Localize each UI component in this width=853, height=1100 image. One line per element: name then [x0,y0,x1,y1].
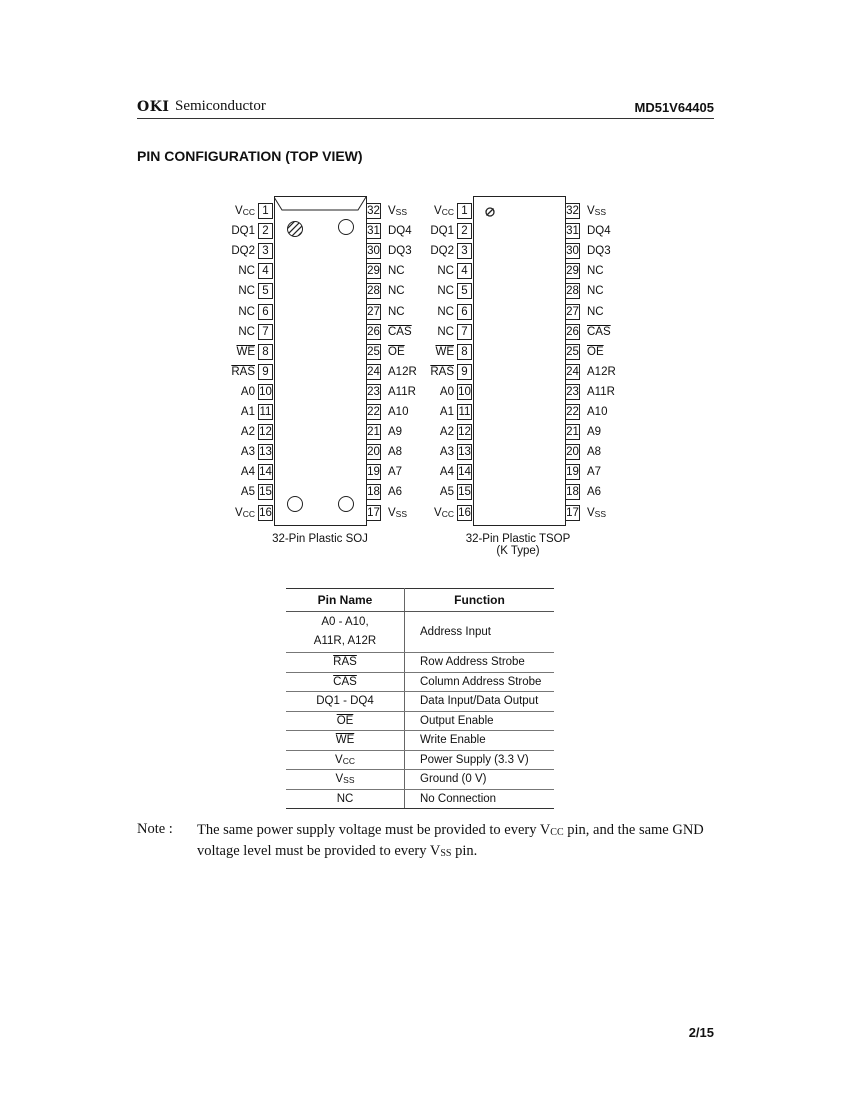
pin-name-cell [286,612,405,653]
pin-name: $\overline{CAS}$ [333,675,357,688]
pin-name: $\overline{OE}$ [587,345,604,358]
pin-number-box: 32 [367,205,380,217]
mold-mark-icon [336,219,356,239]
pin-name-cell [286,731,405,751]
pin-label [215,385,255,399]
pin-name: A4 [439,466,454,479]
pin-label [215,345,255,359]
pin-number-box: 1 [258,203,273,219]
pin-name: V [235,506,243,519]
pin-name-cell [286,711,405,731]
pin-label [587,325,637,339]
pin-name: A11R, A12R [313,635,377,647]
pin-name: A2 [240,426,255,439]
pin-label [414,264,454,278]
function-cell: Output Enable [405,711,555,731]
pin-number-box: 8 [258,344,273,360]
pin-label [215,284,255,298]
table-row [286,672,554,692]
pin-number-box: 16 [458,506,471,519]
pin-number-box: 16 [259,506,272,519]
table-row [286,789,554,809]
pin-number-box: 5 [258,283,273,299]
pin-number-box: 14 [458,466,471,479]
pin-label [215,204,255,219]
pin-name: NC [587,305,604,318]
mold-mark-icon [285,495,305,515]
caption-line: 32-Pin Plastic SOJ [272,533,368,545]
pin-name: $\overline{OE}$ [388,345,405,358]
pin-number-box: 1 [457,203,472,219]
table-row [286,750,554,770]
pin-name: A9 [587,426,602,439]
pin-name: A6 [587,486,602,499]
pin-name: A1 [240,406,255,418]
pin-name: A3 [439,446,454,459]
pin-label [215,264,255,278]
pin-name: NC [388,285,405,298]
pin-name: NC [437,305,454,318]
soj-chip-body [274,196,367,526]
pin-name: DQ1 [231,225,255,238]
pin-label [414,405,454,419]
pin-name: $\overline{WE}$ [435,345,454,358]
pin-label [215,244,255,258]
pin-number-box: 28 [367,285,380,298]
pin-number-box: 24 [566,365,579,378]
table-row [286,653,554,673]
note-text [197,821,727,863]
oki-logo: OKI [137,99,170,115]
pin-label [587,305,637,319]
pin-name: V [388,506,396,519]
pin-label [215,325,255,339]
pin-number-box: 5 [457,283,472,299]
pin-label [215,365,255,379]
pin-label [215,224,255,238]
pin-label [414,204,454,219]
pin-name: A8 [587,446,602,459]
table-header-row [286,589,554,612]
pin-name-subscript: CC [342,755,355,766]
pin-number-box: 10 [458,385,471,398]
soj-caption [240,533,400,545]
pin-number-box: 25 [367,345,380,358]
pin-label [587,365,637,379]
pin-number-box: 11 [259,406,272,418]
pin-number-box: 29 [367,265,380,278]
pin-number-box: 23 [566,385,579,398]
pin-name: NC [388,305,405,318]
pin-number-box: 15 [259,486,272,499]
pin-name: A0 - A10, [321,616,369,628]
pin-label [414,244,454,258]
note-subscript: CC [550,827,564,838]
pin-label [587,405,637,419]
pin-label [414,425,454,439]
pin-name-subscript: CC [441,508,454,519]
pin-name: DQ1 [430,225,454,238]
pin-label [414,506,454,521]
pin-name: V [434,205,442,217]
pin-label [587,224,637,238]
pin1-marker-icon [285,219,305,239]
pin-name: NC [437,265,454,278]
pin-name-subscript: SS [594,207,607,217]
pin-number-box: 8 [457,344,472,360]
pin-label [414,305,454,319]
pin-name: A0 [439,385,454,398]
mold-mark-icon [336,495,356,515]
pin-label [587,445,637,459]
pin-name: $\overline{WE}$ [335,734,355,747]
pin-name-subscript: SS [594,508,607,519]
pin-name-subscript: CC [441,207,454,217]
pin-name: A9 [388,426,403,439]
page-header [137,98,714,119]
pin-number-box: 7 [258,324,273,340]
pin-number-box: 18 [367,486,380,499]
pin-number-box: 23 [367,385,380,398]
pin-number-box: 27 [367,305,380,318]
function-cell: No Connection [405,789,555,809]
pin-number-box: 26 [367,325,380,338]
pin-name: $\overline{CAS}$ [388,325,412,338]
pin-number-box: 17 [367,506,380,519]
pin-name: A0 [240,385,255,398]
pin-number-box: 25 [566,345,579,358]
note-subscript: SS [440,848,452,859]
pin-name: DQ2 [430,245,454,258]
pin-name: NC [238,285,255,298]
tsop-caption [438,533,598,557]
pin-number-box: 20 [367,446,380,459]
table-row [286,770,554,790]
pin-name: A6 [388,486,403,499]
pin-number-box: 13 [259,446,272,459]
pin-name: NC [238,305,255,318]
function-cell: Power Supply (3.3 V) [405,750,555,770]
pin-number-box: 30 [566,245,579,258]
pin-name: $\overline{RAS}$ [231,365,255,378]
pin-label [414,365,454,379]
pin-label [215,465,255,479]
pin-number-box: 15 [458,486,471,499]
pin-number-box: 12 [458,426,471,439]
pin-number-box: 3 [457,243,472,259]
page-number: 2/15 [688,1025,714,1040]
pin-name: DQ2 [231,245,255,258]
pin-name-cell [286,750,405,770]
pin-number-box: 18 [566,486,579,499]
pin-number-box: 32 [566,205,579,217]
pin-name: V [388,205,396,217]
pin-name-subscript: SS [343,775,355,786]
pin-label [414,445,454,459]
pin-label [414,284,454,298]
pin-label [215,305,255,319]
pin-name: V [335,753,343,766]
tsop-chip-body [473,196,566,526]
pin-number-box: 31 [566,225,579,238]
pin-number-box: 26 [566,325,579,338]
note-text-segment: The same power supply voltage must be provided to every V [197,822,551,838]
pin-number-box: 2 [457,223,472,239]
pin-number-box: 19 [566,466,579,479]
section-title: PIN CONFIGURATION (TOP VIEW) [137,148,363,164]
pin-name: A3 [240,446,255,459]
pin-name: A7 [587,466,602,479]
pin-number-box: 2 [258,223,273,239]
pin-number-box: 24 [367,365,380,378]
pin-name: V [587,506,595,519]
pin-label [587,204,637,219]
function-cell: Data Input/Data Output [405,692,555,712]
pin-name: A1 [439,406,454,418]
pin-label [414,224,454,238]
pin-name: DQ1 - DQ4 [316,695,374,708]
pin-number-box: 9 [457,364,472,380]
pin-name: V [335,773,344,786]
pin-name-cell [286,672,405,692]
pin-number-box: 27 [566,305,579,318]
table-row [286,692,554,712]
pin-name-cell [286,653,405,673]
pin-number-box: 4 [457,263,472,279]
note-label: Note : [137,821,173,837]
pin-label [215,445,255,459]
function-cell: Ground (0 V) [405,770,555,790]
pin-name: $\overline{CAS}$ [587,325,611,338]
pin-number-box: 29 [566,265,579,278]
pin-number-box: 3 [258,243,273,259]
pin-label [587,264,637,278]
pin-label [414,325,454,339]
pin-number-box: 6 [258,304,273,320]
table-row [286,612,554,653]
pin-name: NC [437,285,454,298]
pin-number-box: 6 [457,304,472,320]
pin-number-box: 7 [457,324,472,340]
pin-name: A5 [240,486,255,499]
pin-label [414,345,454,359]
pin-name: A10 [388,406,409,418]
note-text-segment: pin, and the same GND voltage level must be provided to every V [197,822,704,859]
pin-name: A2 [439,426,454,439]
pin-number-box: 19 [367,466,380,479]
soj-notch [274,196,367,216]
pin-name: A10 [587,406,608,418]
pin-name: A11R [388,385,416,398]
pin-name: V [434,506,442,519]
pin-name: DQ4 [587,225,611,238]
function-cell: Row Address Strobe [405,653,555,673]
pin-name: $\overline{RAS}$ [430,365,454,378]
pin-label [587,284,637,298]
pin-name: NC [238,265,255,278]
pin-number-box: 21 [566,426,579,439]
pin-label [587,465,637,479]
pin-name-subscript: SS [395,207,408,217]
pin-number-box: 4 [258,263,273,279]
pin-function-table [286,588,554,809]
company-name: Semiconductor [175,98,266,114]
pin-name: NC [587,265,604,278]
pin-name: DQ3 [587,245,611,258]
pin-name: $\overline{OE}$ [336,714,354,727]
pin-name-subscript: CC [242,207,255,217]
pin-name: DQ4 [388,225,412,238]
pin-number-box: 21 [367,426,380,439]
pin-number-box: 30 [367,245,380,258]
pin-label [587,244,637,258]
pin-number-box: 12 [259,426,272,439]
pin-name: NC [336,792,354,805]
pin-name: A7 [388,466,403,479]
pin-number-box: 22 [367,406,380,418]
pin-label [215,425,255,439]
function-cell: Write Enable [405,731,555,751]
pin-name-subscript: SS [395,508,408,519]
pin-name: NC [587,285,604,298]
pin-label [414,465,454,479]
pin-name: A11R [587,385,615,398]
function-cell: Column Address Strobe [405,672,555,692]
pin-label [215,506,255,521]
pin-number-box: 31 [367,225,380,238]
pin-label [587,506,637,521]
pin-name: V [235,205,243,217]
caption-line: (K Type) [496,545,540,557]
column-header: Function [405,589,555,612]
pin-label [587,345,637,359]
pin-name-cell [286,770,405,790]
function-cell: Address Input [405,612,555,653]
pin-number-box: 17 [566,506,579,519]
column-header: Pin Name [286,589,405,612]
note-text-segment: pin. [451,843,478,859]
pin-number-box: 10 [259,385,272,398]
pin-number-box: 9 [258,364,273,380]
pin-name: DQ3 [388,245,412,258]
pin-label [414,385,454,399]
pin-number-box: 28 [566,285,579,298]
table-row [286,711,554,731]
pin-name-subscript: CC [242,508,255,519]
pin-name: V [587,205,595,217]
pin-number-box: 11 [458,406,471,418]
pin-label [587,385,637,399]
pin-name: NC [437,325,454,338]
pin-name-cell [286,692,405,712]
pin-name: $\overline{WE}$ [236,345,255,358]
pin-number-box: 14 [259,466,272,479]
pin1-marker-icon [483,205,497,219]
pin-name-cell [286,789,405,809]
pin-label [587,425,637,439]
table-row [286,731,554,751]
pin-label [215,405,255,419]
pin-name: $\overline{RAS}$ [333,656,357,669]
pin-name: A12R [587,365,616,378]
pin-label [414,485,454,499]
pin-name: NC [388,265,405,278]
pin-number-box: 13 [458,446,471,459]
pin-label [215,485,255,499]
pin-name: A8 [388,446,403,459]
pin-number-box: 20 [566,446,579,459]
pin-label [587,485,637,499]
part-number: MD51V64405 [634,100,714,115]
caption-line: 32-Pin Plastic TSOP [465,533,571,545]
pin-name: A5 [439,486,454,499]
pin-name: A12R [388,365,417,378]
pin-name: A4 [240,466,255,479]
pin-name: NC [238,325,255,338]
pin-number-box: 22 [566,406,579,418]
